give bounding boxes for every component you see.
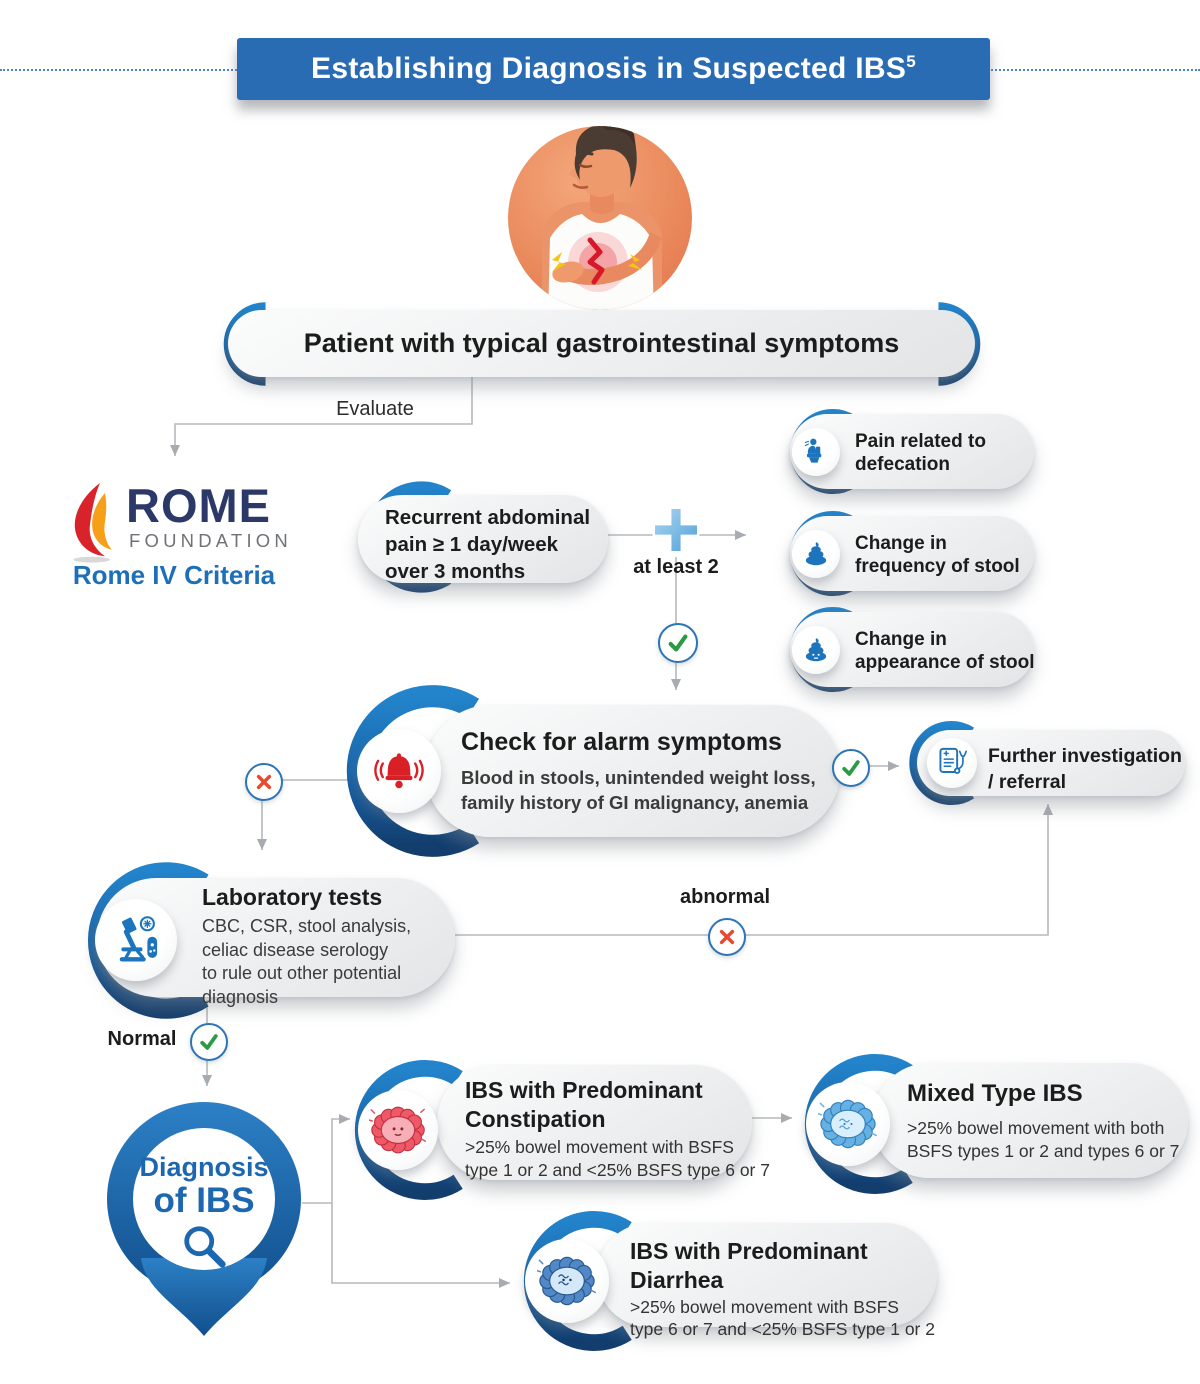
lab-desc: CBC, CSR, stool analysis, celiac disease serology to rule out other potential diagnosis [202,916,412,1007]
connector-to-diarrhea [332,1203,510,1283]
connector-to-constipation [332,1119,350,1203]
alarm-bell-icon [357,729,441,813]
intestine-lightblue-icon [806,1082,890,1166]
symptom2-text: Change in frequency of stool [855,533,1020,577]
magnifier-icon [180,1222,230,1272]
check-icon [190,1023,228,1061]
title-footnote: 5 [906,52,916,71]
alarm-title: Check for alarm symptoms [461,728,782,756]
abnormal-label: abnormal [679,886,771,908]
plus-icon [649,503,703,557]
stool-appearance-icon [792,626,840,674]
ibsc-title: IBS with Predominant Constipation [465,1077,703,1132]
diagnosis-line2: of IBS [153,1181,255,1220]
microscope-icon [95,899,177,981]
lab-title: Laboratory tests [202,884,383,910]
at-least-2-label: at least 2 [633,556,719,578]
ibsd-desc: >25% bowel movement with BSFS type 6 or 7 and <25% BSFS type 1 or 2 [630,1297,935,1339]
criteria-text: Recurrent abdominal pain ≥ 1 day/week over 3 months [385,506,591,583]
page-title-bar [237,38,990,100]
check-icon [832,749,870,787]
check-icon [658,623,698,663]
intestine-red-icon [358,1090,438,1170]
ibsm-title: Mixed Type IBS [907,1080,1083,1107]
intestine-blue-icon [525,1239,609,1323]
rome-foundation-label: FOUNDATION [129,530,292,551]
patient-banner [228,310,975,377]
ibsd-title: IBS with Predominant Diarrhea [630,1238,868,1293]
rome-flame-icon [70,478,120,568]
evaluate-label: Evaluate [336,398,414,420]
ibsm-desc: >25% bowel movement with both BSFS types 1 or 2 and types 6 or 7 [907,1118,1180,1161]
patient-illustration [502,110,698,314]
cross-icon [245,763,283,801]
ibsc-desc: >25% bowel movement with BSFS type 1 or 2 and <25% BSFS type 6 or 7 [465,1137,770,1180]
referral-text: Further investigation / referral [988,745,1182,793]
symptom1-text: Pain related to defecation [855,431,986,475]
connector-evaluate [175,377,472,456]
toilet-pain-icon [792,428,840,476]
cross-icon [708,918,746,956]
symptom3-text: Change in appearance of stool [855,629,1035,673]
patient-banner-text: Patient with typical gastrointestinal symptoms [303,328,900,358]
page-title: Establishing Diagnosis in Suspected IBS$^5$ [311,52,916,85]
alarm-desc: Blood in stools, unintended weight loss, family history of GI malignancy, anemia [461,767,816,813]
normal-label: Normal [107,1028,177,1050]
diagnosis-line1: Diagnosis [139,1152,269,1182]
stool-frequency-icon [792,530,840,578]
rome-iv-criteria-label: Rome IV Criteria [72,560,276,590]
rome-brand: ROME [126,479,271,532]
medical-report-icon [927,738,977,788]
